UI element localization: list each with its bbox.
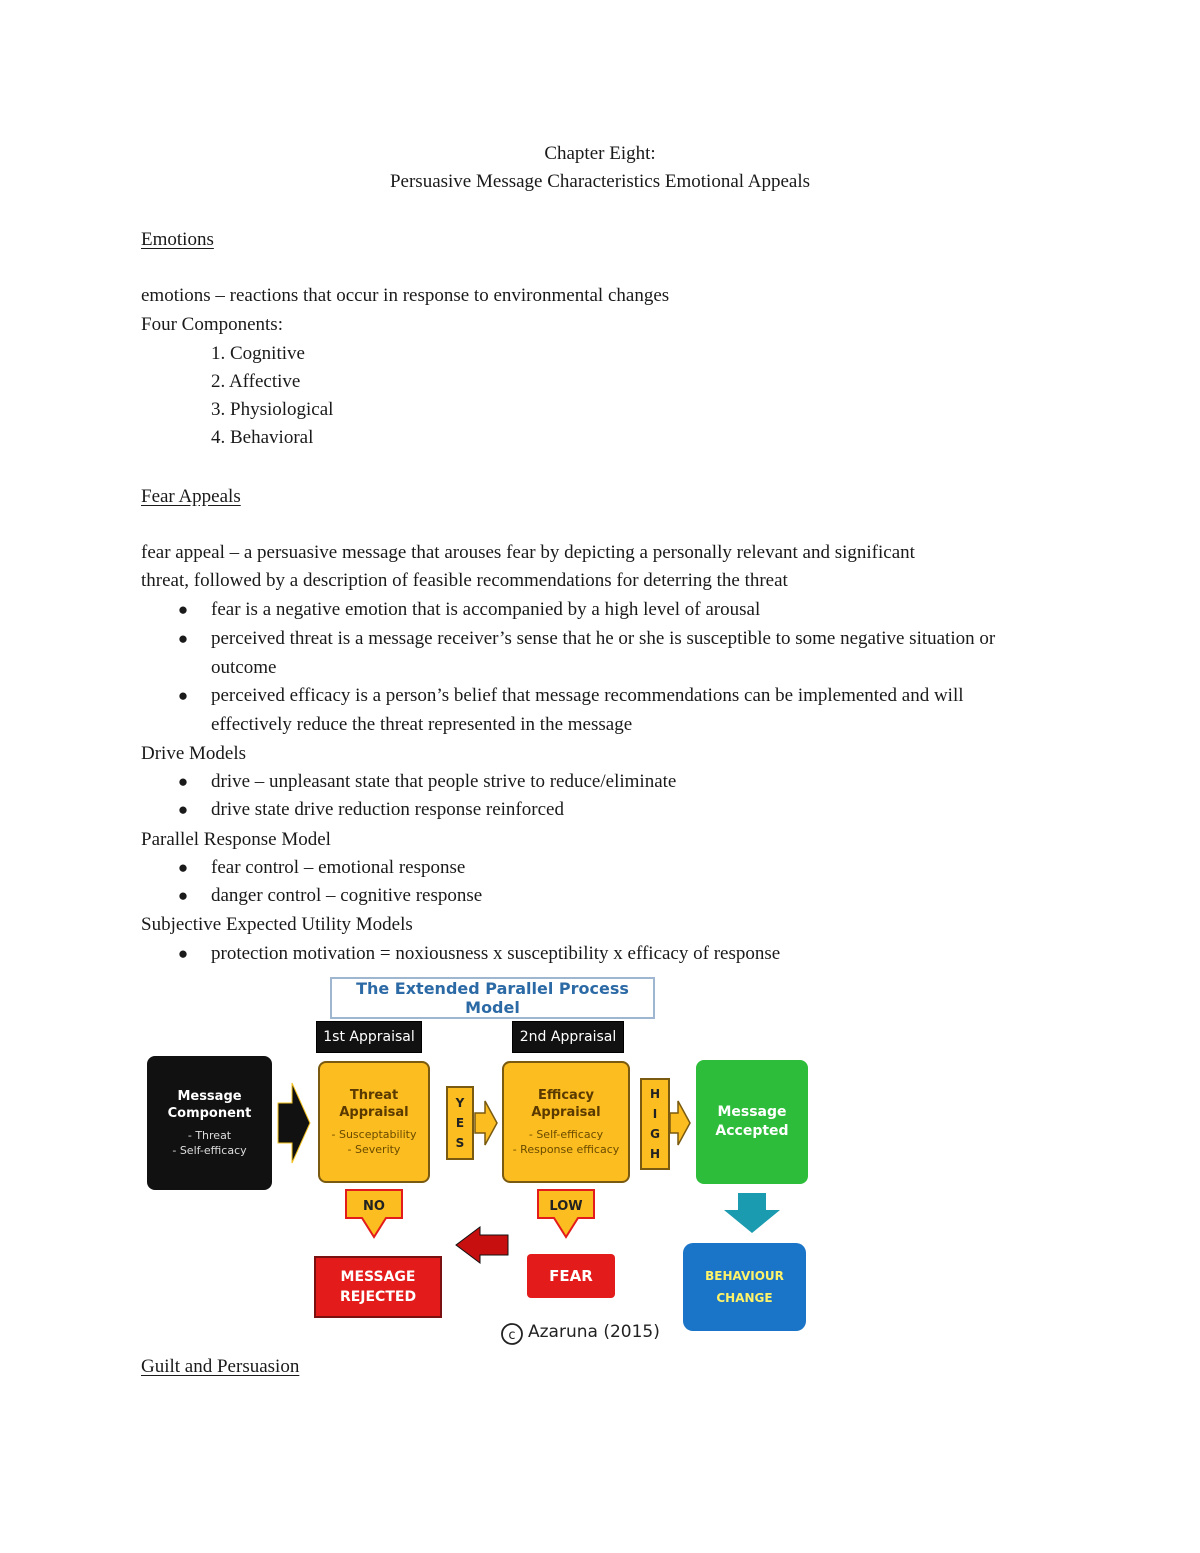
parallel-bullet: fear control – emotional response xyxy=(211,857,466,878)
no-label: NO xyxy=(363,1198,385,1214)
message-accepted-line1: Message xyxy=(717,1104,787,1120)
message-component-sub2: - Self-efficacy xyxy=(172,1144,247,1157)
high-letter: G xyxy=(650,1127,660,1141)
efficacy-appraisal-title2: Appraisal xyxy=(531,1105,601,1120)
drive-models-label: Drive Models xyxy=(141,743,247,764)
fear-bullet: perceived threat is a message receiver’s sense that he or she is susceptible to some negative situation or outcome xyxy=(211,628,996,678)
parallel-response-label: Parallel Response Model xyxy=(141,829,331,850)
yes-letter: S xyxy=(455,1136,465,1150)
drive-bullet: drive state drive reduction response reinforced xyxy=(211,799,564,820)
efficacy-appraisal-box xyxy=(502,1061,630,1183)
message-component-box xyxy=(147,1056,272,1190)
efficacy-appraisal-sub2: - Response efficacy xyxy=(512,1143,620,1156)
yes-letter: Y xyxy=(455,1096,465,1110)
high-letter: I xyxy=(652,1107,658,1121)
diagram-title: The Extended Parallel Process Model xyxy=(330,977,655,1019)
low-label: LOW xyxy=(549,1198,583,1214)
bullet-icon: ● xyxy=(177,629,189,648)
message-rejected-box xyxy=(314,1256,442,1318)
emotions-definition: emotions – reactions that occur in response to environmental changes xyxy=(141,285,670,306)
arrow-down-icon xyxy=(724,1193,780,1233)
chapter-subtitle: Persuasive Message Characteristics Emotional Appeals xyxy=(389,171,810,192)
fear-bullet: fear is a negative emotion that is accompanied by a high level of arousal xyxy=(211,599,761,620)
components-label: Four Components: xyxy=(141,314,283,335)
behaviour-change-line1: BEHAVIOUR xyxy=(705,1269,784,1283)
threat-appraisal-box xyxy=(318,1061,430,1183)
component-item: 1. Cognitive xyxy=(211,343,305,364)
section-header-emotions: Emotions xyxy=(141,229,214,250)
second-appraisal-text: 2nd Appraisal xyxy=(519,1029,617,1045)
efficacy-appraisal-title1: Efficacy xyxy=(537,1088,595,1103)
copyright-text: Azaruna (2015) xyxy=(528,1322,660,1342)
high-letter: H xyxy=(649,1087,661,1101)
second-appraisal-label xyxy=(512,1021,624,1053)
component-item: 3. Physiological xyxy=(211,399,334,420)
yes-letter: E xyxy=(455,1116,465,1130)
svg-text:c: c xyxy=(508,1328,516,1343)
fear-box: FEAR xyxy=(527,1254,615,1298)
message-rejected-line2: REJECTED xyxy=(339,1289,417,1305)
seu-models-label: Subjective Expected Utility Models xyxy=(141,914,413,935)
high-letter: H xyxy=(649,1147,661,1161)
message-accepted-box xyxy=(696,1060,808,1184)
first-appraisal-label xyxy=(316,1021,422,1053)
bullet-icon: ● xyxy=(177,944,189,963)
bullet-icon: ● xyxy=(177,686,189,705)
section-header-guilt: Guilt and Persuasion xyxy=(141,1356,300,1377)
threat-appraisal-title1: Threat xyxy=(349,1088,399,1103)
message-component-title1: Message xyxy=(177,1089,242,1104)
message-rejected-line1: MESSAGE xyxy=(340,1269,416,1285)
message-component-sub1: - Threat xyxy=(187,1129,232,1142)
drive-bullet: drive – unpleasant state that people strive to reduce/eliminate xyxy=(211,771,677,792)
chapter-title: Chapter Eight: xyxy=(544,143,656,164)
bullet-icon: ● xyxy=(177,800,189,819)
section-header-fear-appeals: Fear Appeals xyxy=(141,486,241,507)
arrow-left-icon xyxy=(456,1227,508,1263)
bullet-icon: ● xyxy=(177,886,189,905)
behaviour-change-line2: CHANGE xyxy=(716,1291,773,1305)
yes-label xyxy=(446,1086,474,1160)
threat-appraisal-sub1: - Susceptability xyxy=(331,1128,417,1141)
high-label xyxy=(640,1078,670,1170)
threat-appraisal-sub2: - Severity xyxy=(347,1143,401,1156)
fear-bullet: perceived efficacy is a person’s belief that message recommendations can be implemented and will effectively reduce the threat represented in the message xyxy=(211,685,964,735)
seu-bullet: protection motivation = noxiousness x susceptibility x efficacy of response xyxy=(211,943,781,964)
bullet-icon: ● xyxy=(177,600,189,619)
first-appraisal-text: 1st Appraisal xyxy=(323,1029,415,1045)
component-item: 2. Affective xyxy=(211,371,301,392)
fear-appeal-definition-line1: fear appeal – a persuasive message that arouses fear by depicting a personally relevant and significant xyxy=(141,542,915,563)
bullet-icon: ● xyxy=(177,858,189,877)
message-component-title2: Component xyxy=(167,1106,252,1121)
arrow-right-icon xyxy=(475,1101,497,1145)
threat-appraisal-title2: Appraisal xyxy=(339,1105,409,1120)
eppm-diagram xyxy=(140,975,820,1350)
arrow-right-icon xyxy=(670,1101,690,1145)
fear-appeal-definition-line2: threat, followed by a description of feasible recommendations for deterring the threat xyxy=(141,570,788,591)
message-accepted-line2: Accepted xyxy=(715,1123,789,1139)
behaviour-change-box xyxy=(683,1243,806,1331)
arrow-right-icon xyxy=(278,1083,310,1163)
efficacy-appraisal-sub1: - Self-efficacy xyxy=(528,1128,604,1141)
bullet-icon: ● xyxy=(177,772,189,791)
parallel-bullet: danger control – cognitive response xyxy=(211,885,483,906)
component-item: 4. Behavioral xyxy=(211,427,314,448)
